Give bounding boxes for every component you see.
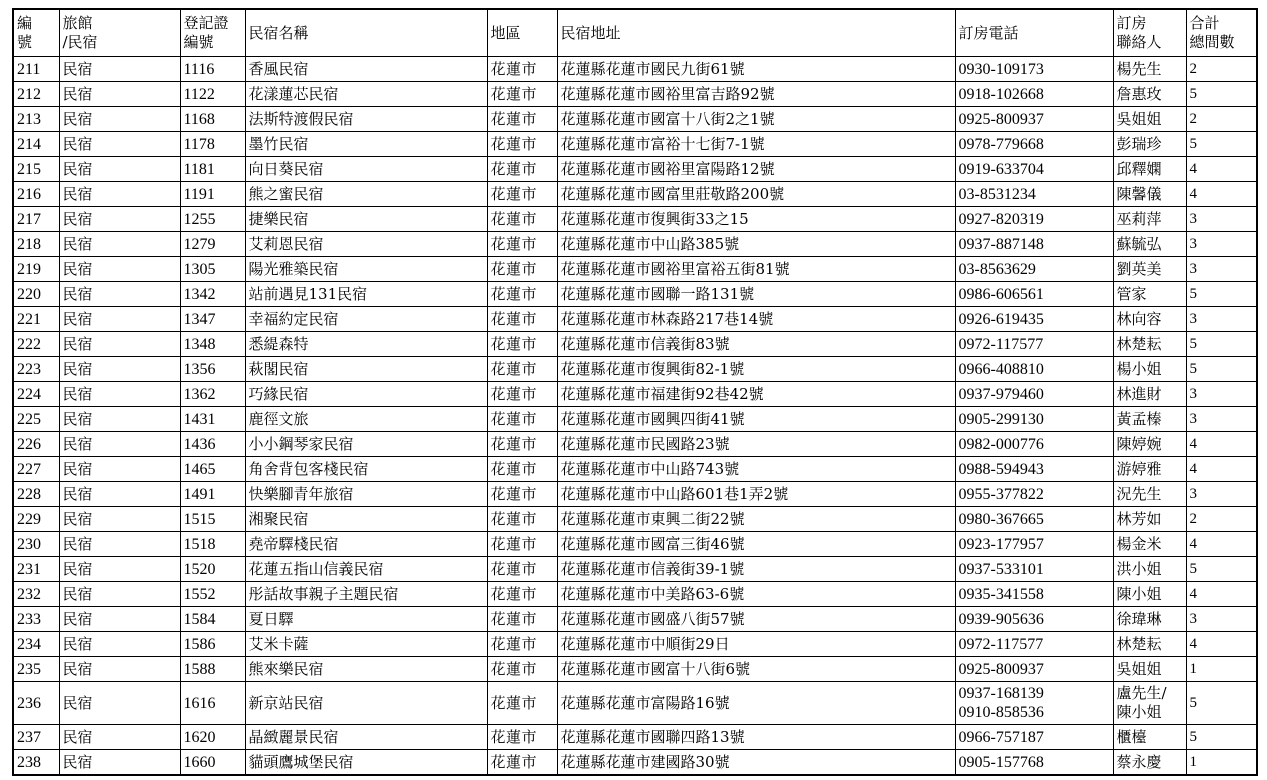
cell-address: 花蓮縣花蓮市民國路23號 xyxy=(557,432,955,457)
header-id: 編 號 xyxy=(13,9,59,57)
cell-bnb-name: 彤話故事親子主題民宿 xyxy=(245,582,487,607)
cell-phone: 03-8563629 xyxy=(955,257,1113,282)
table-row xyxy=(13,307,1257,332)
cell-bnb-name: 巧緣民宿 xyxy=(245,382,487,407)
cell-address: 花蓮縣花蓮市信義街39-1號 xyxy=(557,557,955,582)
cell-address: 花蓮縣花蓮市富裕十七街7-1號 xyxy=(557,132,955,157)
cell-type: 民宿 xyxy=(59,432,180,457)
cell-total-rooms: 2 xyxy=(1186,507,1257,532)
header-bnb-name: 民宿名稱 xyxy=(245,9,487,57)
cell-phone: 0955-377822 xyxy=(955,482,1113,507)
cell-phone: 0978-779668 xyxy=(955,132,1113,157)
cell-id: 212 xyxy=(13,82,59,107)
cell-area: 花蓮市 xyxy=(487,257,557,282)
cell-id: 230 xyxy=(13,532,59,557)
cell-registration-number: 1491 xyxy=(180,482,245,507)
cell-bnb-name: 香風民宿 xyxy=(245,57,487,82)
cell-id: 218 xyxy=(13,232,59,257)
cell-id: 238 xyxy=(13,750,59,776)
cell-id: 233 xyxy=(13,607,59,632)
cell-total-rooms: 3 xyxy=(1186,232,1257,257)
cell-area: 花蓮市 xyxy=(487,482,557,507)
cell-bnb-name: 向日葵民宿 xyxy=(245,157,487,182)
cell-total-rooms: 4 xyxy=(1186,457,1257,482)
cell-total-rooms: 4 xyxy=(1186,432,1257,457)
cell-registration-number: 1305 xyxy=(180,257,245,282)
cell-area: 花蓮市 xyxy=(487,557,557,582)
cell-phone: 0937-887148 xyxy=(955,232,1113,257)
cell-bnb-name: 站前遇見131民宿 xyxy=(245,282,487,307)
cell-contact: 徐瑋琳 xyxy=(1113,607,1186,632)
cell-bnb-name: 捷樂民宿 xyxy=(245,207,487,232)
cell-address: 花蓮縣花蓮市國盛八街57號 xyxy=(557,607,955,632)
cell-bnb-name: 快樂腳青年旅宿 xyxy=(245,482,487,507)
cell-area: 花蓮市 xyxy=(487,282,557,307)
cell-id: 232 xyxy=(13,582,59,607)
cell-type: 民宿 xyxy=(59,332,180,357)
cell-bnb-name: 鹿徑文旅 xyxy=(245,407,487,432)
cell-type: 民宿 xyxy=(59,257,180,282)
cell-bnb-name: 熊來樂民宿 xyxy=(245,657,487,682)
cell-type: 民宿 xyxy=(59,57,180,82)
cell-contact: 況先生 xyxy=(1113,482,1186,507)
cell-registration-number: 1431 xyxy=(180,407,245,432)
cell-registration-number: 1465 xyxy=(180,457,245,482)
cell-id: 217 xyxy=(13,207,59,232)
table-row xyxy=(13,725,1257,750)
cell-bnb-name: 萩閣民宿 xyxy=(245,357,487,382)
cell-type: 民宿 xyxy=(59,132,180,157)
cell-area: 花蓮市 xyxy=(487,232,557,257)
cell-address: 花蓮縣花蓮市國富十八街2之1號 xyxy=(557,107,955,132)
table-row xyxy=(13,357,1257,382)
cell-phone: 0925-800937 xyxy=(955,107,1113,132)
cell-id: 229 xyxy=(13,507,59,532)
cell-total-rooms: 5 xyxy=(1186,132,1257,157)
cell-phone: 0939-905636 xyxy=(955,607,1113,632)
cell-area: 花蓮市 xyxy=(487,207,557,232)
table-row xyxy=(13,257,1257,282)
table-row xyxy=(13,282,1257,307)
cell-registration-number: 1122 xyxy=(180,82,245,107)
cell-contact: 林楚耘 xyxy=(1113,332,1186,357)
cell-id: 225 xyxy=(13,407,59,432)
cell-contact: 陳馨儀 xyxy=(1113,182,1186,207)
cell-bnb-name: 晶緻麗景民宿 xyxy=(245,725,487,750)
table-row xyxy=(13,107,1257,132)
cell-contact: 楊金米 xyxy=(1113,532,1186,557)
cell-address: 花蓮縣花蓮市國民九街61號 xyxy=(557,57,955,82)
cell-contact: 蔡永慶 xyxy=(1113,750,1186,776)
cell-type: 民宿 xyxy=(59,157,180,182)
table-row xyxy=(13,750,1257,776)
cell-address: 花蓮縣花蓮市復興街33之15 xyxy=(557,207,955,232)
cell-contact: 黃孟榛 xyxy=(1113,407,1186,432)
cell-bnb-name: 夏日驛 xyxy=(245,607,487,632)
cell-type: 民宿 xyxy=(59,182,180,207)
cell-contact: 林楚耘 xyxy=(1113,632,1186,657)
cell-phone: 0905-157768 xyxy=(955,750,1113,776)
cell-registration-number: 1342 xyxy=(180,282,245,307)
cell-id: 216 xyxy=(13,182,59,207)
table-row xyxy=(13,682,1257,725)
table-row xyxy=(13,507,1257,532)
cell-type: 民宿 xyxy=(59,750,180,776)
cell-total-rooms: 4 xyxy=(1186,632,1257,657)
cell-contact: 楊先生 xyxy=(1113,57,1186,82)
cell-area: 花蓮市 xyxy=(487,357,557,382)
cell-area: 花蓮市 xyxy=(487,532,557,557)
cell-contact: 彭瑞珍 xyxy=(1113,132,1186,157)
cell-phone: 0923-177957 xyxy=(955,532,1113,557)
cell-id: 226 xyxy=(13,432,59,457)
cell-registration-number: 1436 xyxy=(180,432,245,457)
cell-total-rooms: 5 xyxy=(1186,82,1257,107)
cell-type: 民宿 xyxy=(59,682,180,725)
cell-total-rooms: 1 xyxy=(1186,750,1257,776)
cell-area: 花蓮市 xyxy=(487,307,557,332)
cell-id: 220 xyxy=(13,282,59,307)
bnb-registry-sheet xyxy=(12,8,1258,776)
cell-phone: 0980-367665 xyxy=(955,507,1113,532)
cell-contact: 巫莉萍 xyxy=(1113,207,1186,232)
cell-total-rooms: 5 xyxy=(1186,332,1257,357)
cell-contact: 林向容 xyxy=(1113,307,1186,332)
cell-contact: 盧先生/ 陳小姐 xyxy=(1113,682,1186,725)
cell-address: 花蓮縣花蓮市國富十八街6號 xyxy=(557,657,955,682)
cell-type: 民宿 xyxy=(59,457,180,482)
cell-registration-number: 1518 xyxy=(180,532,245,557)
cell-address: 花蓮縣花蓮市林森路217巷14號 xyxy=(557,307,955,332)
cell-total-rooms: 4 xyxy=(1186,182,1257,207)
cell-registration-number: 1586 xyxy=(180,632,245,657)
cell-area: 花蓮市 xyxy=(487,657,557,682)
cell-contact: 詹惠玫 xyxy=(1113,82,1186,107)
cell-area: 花蓮市 xyxy=(487,82,557,107)
cell-phone: 0988-594943 xyxy=(955,457,1113,482)
cell-bnb-name: 艾莉恩民宿 xyxy=(245,232,487,257)
cell-address: 花蓮縣花蓮市中山路385號 xyxy=(557,232,955,257)
cell-area: 花蓮市 xyxy=(487,107,557,132)
cell-phone: 0966-757187 xyxy=(955,725,1113,750)
cell-type: 民宿 xyxy=(59,407,180,432)
cell-type: 民宿 xyxy=(59,725,180,750)
cell-bnb-name: 貓頭鷹城堡民宿 xyxy=(245,750,487,776)
cell-address: 花蓮縣花蓮市富陽路16號 xyxy=(557,682,955,725)
cell-area: 花蓮市 xyxy=(487,407,557,432)
cell-phone: 0926-619435 xyxy=(955,307,1113,332)
cell-id: 214 xyxy=(13,132,59,157)
header-registration-number: 登記證 編號 xyxy=(180,9,245,57)
cell-id: 227 xyxy=(13,457,59,482)
cell-id: 224 xyxy=(13,382,59,407)
cell-total-rooms: 2 xyxy=(1186,57,1257,82)
cell-bnb-name: 角舍背包客棧民宿 xyxy=(245,457,487,482)
cell-address: 花蓮縣花蓮市國裕里富裕五街81號 xyxy=(557,257,955,282)
table-row xyxy=(13,207,1257,232)
table-row xyxy=(13,407,1257,432)
table-row xyxy=(13,607,1257,632)
cell-bnb-name: 小小鋼琴家民宿 xyxy=(245,432,487,457)
cell-type: 民宿 xyxy=(59,357,180,382)
cell-address: 花蓮縣花蓮市建國路30號 xyxy=(557,750,955,776)
cell-total-rooms: 1 xyxy=(1186,657,1257,682)
cell-id: 221 xyxy=(13,307,59,332)
header-address: 民宿地址 xyxy=(557,9,955,57)
cell-id: 222 xyxy=(13,332,59,357)
cell-contact: 吳姐姐 xyxy=(1113,657,1186,682)
cell-registration-number: 1181 xyxy=(180,157,245,182)
cell-address: 花蓮縣花蓮市東興二街22號 xyxy=(557,507,955,532)
cell-area: 花蓮市 xyxy=(487,725,557,750)
table-row xyxy=(13,532,1257,557)
cell-bnb-name: 堯帝驛棧民宿 xyxy=(245,532,487,557)
header-contact: 訂房 聯絡人 xyxy=(1113,9,1186,57)
cell-bnb-name: 艾米卡薩 xyxy=(245,632,487,657)
cell-address: 花蓮縣花蓮市中山路601巷1弄2號 xyxy=(557,482,955,507)
cell-area: 花蓮市 xyxy=(487,382,557,407)
cell-id: 211 xyxy=(13,57,59,82)
cell-phone: 0905-299130 xyxy=(955,407,1113,432)
cell-address: 花蓮縣花蓮市信義街83號 xyxy=(557,332,955,357)
cell-total-rooms: 4 xyxy=(1186,157,1257,182)
cell-address: 花蓮縣花蓮市國裕里富吉路92號 xyxy=(557,82,955,107)
cell-type: 民宿 xyxy=(59,82,180,107)
cell-total-rooms: 3 xyxy=(1186,207,1257,232)
cell-area: 花蓮市 xyxy=(487,607,557,632)
cell-address: 花蓮縣花蓮市國興四街41號 xyxy=(557,407,955,432)
cell-type: 民宿 xyxy=(59,632,180,657)
cell-id: 213 xyxy=(13,107,59,132)
cell-address: 花蓮縣花蓮市國聯四路13號 xyxy=(557,725,955,750)
cell-address: 花蓮縣花蓮市中美路63-6號 xyxy=(557,582,955,607)
table-row xyxy=(13,157,1257,182)
cell-registration-number: 1255 xyxy=(180,207,245,232)
cell-contact: 楊小姐 xyxy=(1113,357,1186,382)
cell-phone: 0937-168139 0910-858536 xyxy=(955,682,1113,725)
cell-contact: 櫃檯 xyxy=(1113,725,1186,750)
cell-area: 花蓮市 xyxy=(487,132,557,157)
cell-phone: 0937-979460 xyxy=(955,382,1113,407)
cell-total-rooms: 3 xyxy=(1186,382,1257,407)
cell-type: 民宿 xyxy=(59,207,180,232)
cell-bnb-name: 法斯特渡假民宿 xyxy=(245,107,487,132)
cell-registration-number: 1620 xyxy=(180,725,245,750)
cell-total-rooms: 5 xyxy=(1186,725,1257,750)
cell-id: 235 xyxy=(13,657,59,682)
cell-area: 花蓮市 xyxy=(487,182,557,207)
cell-type: 民宿 xyxy=(59,557,180,582)
cell-phone: 0966-408810 xyxy=(955,357,1113,382)
cell-area: 花蓮市 xyxy=(487,332,557,357)
cell-bnb-name: 熊之蜜民宿 xyxy=(245,182,487,207)
cell-address: 花蓮縣花蓮市國富里莊敬路200號 xyxy=(557,182,955,207)
cell-bnb-name: 墨竹民宿 xyxy=(245,132,487,157)
cell-registration-number: 1347 xyxy=(180,307,245,332)
header-area: 地區 xyxy=(487,9,557,57)
cell-total-rooms: 3 xyxy=(1186,257,1257,282)
cell-registration-number: 1584 xyxy=(180,607,245,632)
cell-id: 237 xyxy=(13,725,59,750)
cell-registration-number: 1520 xyxy=(180,557,245,582)
cell-phone: 0927-820319 xyxy=(955,207,1113,232)
cell-type: 民宿 xyxy=(59,482,180,507)
cell-registration-number: 1348 xyxy=(180,332,245,357)
cell-phone: 0919-633704 xyxy=(955,157,1113,182)
cell-type: 民宿 xyxy=(59,307,180,332)
cell-area: 花蓮市 xyxy=(487,507,557,532)
cell-bnb-name: 幸福約定民宿 xyxy=(245,307,487,332)
cell-id: 236 xyxy=(13,682,59,725)
table-row xyxy=(13,482,1257,507)
cell-registration-number: 1616 xyxy=(180,682,245,725)
cell-type: 民宿 xyxy=(59,607,180,632)
table-row xyxy=(13,332,1257,357)
cell-total-rooms: 3 xyxy=(1186,607,1257,632)
table-body xyxy=(13,57,1257,776)
cell-address: 花蓮縣花蓮市福建街92巷42號 xyxy=(557,382,955,407)
cell-id: 219 xyxy=(13,257,59,282)
cell-phone: 0930-109173 xyxy=(955,57,1113,82)
cell-registration-number: 1588 xyxy=(180,657,245,682)
cell-phone: 03-8531234 xyxy=(955,182,1113,207)
cell-registration-number: 1116 xyxy=(180,57,245,82)
cell-address: 花蓮縣花蓮市中順街29日 xyxy=(557,632,955,657)
cell-area: 花蓮市 xyxy=(487,632,557,657)
bnb-registry-table xyxy=(12,8,1258,776)
cell-bnb-name: 湘聚民宿 xyxy=(245,507,487,532)
cell-phone: 0982-000776 xyxy=(955,432,1113,457)
table-row xyxy=(13,582,1257,607)
cell-phone: 0972-117577 xyxy=(955,632,1113,657)
cell-id: 215 xyxy=(13,157,59,182)
cell-address: 花蓮縣花蓮市國富三街46號 xyxy=(557,532,955,557)
cell-registration-number: 1191 xyxy=(180,182,245,207)
cell-address: 花蓮縣花蓮市國聯一路131號 xyxy=(557,282,955,307)
cell-phone: 0986-606561 xyxy=(955,282,1113,307)
cell-phone: 0972-117577 xyxy=(955,332,1113,357)
cell-total-rooms: 3 xyxy=(1186,307,1257,332)
cell-registration-number: 1356 xyxy=(180,357,245,382)
cell-type: 民宿 xyxy=(59,382,180,407)
cell-phone: 0937-533101 xyxy=(955,557,1113,582)
cell-address: 花蓮縣花蓮市國裕里富陽路12號 xyxy=(557,157,955,182)
table-row xyxy=(13,82,1257,107)
cell-type: 民宿 xyxy=(59,107,180,132)
cell-area: 花蓮市 xyxy=(487,457,557,482)
header-total-rooms: 合計 總間數 xyxy=(1186,9,1257,57)
cell-contact: 陳小姐 xyxy=(1113,582,1186,607)
cell-total-rooms: 4 xyxy=(1186,532,1257,557)
cell-phone: 0925-800937 xyxy=(955,657,1113,682)
cell-id: 234 xyxy=(13,632,59,657)
table-row xyxy=(13,557,1257,582)
cell-total-rooms: 5 xyxy=(1186,557,1257,582)
cell-type: 民宿 xyxy=(59,532,180,557)
cell-type: 民宿 xyxy=(59,282,180,307)
table-row xyxy=(13,457,1257,482)
table-row xyxy=(13,232,1257,257)
table-row xyxy=(13,57,1257,82)
cell-phone: 0935-341558 xyxy=(955,582,1113,607)
cell-contact: 林芳如 xyxy=(1113,507,1186,532)
cell-total-rooms: 3 xyxy=(1186,407,1257,432)
cell-total-rooms: 5 xyxy=(1186,682,1257,725)
cell-id: 223 xyxy=(13,357,59,382)
cell-bnb-name: 新京站民宿 xyxy=(245,682,487,725)
cell-contact: 林進財 xyxy=(1113,382,1186,407)
cell-address: 花蓮縣花蓮市中山路743號 xyxy=(557,457,955,482)
cell-total-rooms: 2 xyxy=(1186,107,1257,132)
cell-total-rooms: 3 xyxy=(1186,482,1257,507)
cell-total-rooms: 5 xyxy=(1186,357,1257,382)
cell-phone: 0918-102668 xyxy=(955,82,1113,107)
cell-contact: 蘇毓弘 xyxy=(1113,232,1186,257)
cell-id: 231 xyxy=(13,557,59,582)
cell-contact: 洪小姐 xyxy=(1113,557,1186,582)
cell-bnb-name: 悉緹森特 xyxy=(245,332,487,357)
cell-type: 民宿 xyxy=(59,582,180,607)
cell-contact: 吳姐姐 xyxy=(1113,107,1186,132)
cell-type: 民宿 xyxy=(59,232,180,257)
table-row xyxy=(13,632,1257,657)
header-type: 旅館 /民宿 xyxy=(59,9,180,57)
cell-registration-number: 1362 xyxy=(180,382,245,407)
cell-area: 花蓮市 xyxy=(487,582,557,607)
header-phone: 訂房電話 xyxy=(955,9,1113,57)
cell-bnb-name: 陽光雅築民宿 xyxy=(245,257,487,282)
cell-registration-number: 1279 xyxy=(180,232,245,257)
cell-total-rooms: 5 xyxy=(1186,282,1257,307)
cell-bnb-name: 花蓮五指山信義民宿 xyxy=(245,557,487,582)
cell-area: 花蓮市 xyxy=(487,750,557,776)
header-row xyxy=(13,9,1257,57)
cell-area: 花蓮市 xyxy=(487,432,557,457)
table-row xyxy=(13,382,1257,407)
cell-id: 228 xyxy=(13,482,59,507)
cell-contact: 游婷雅 xyxy=(1113,457,1186,482)
cell-bnb-name: 花漾蓮芯民宿 xyxy=(245,82,487,107)
cell-registration-number: 1168 xyxy=(180,107,245,132)
table-row xyxy=(13,182,1257,207)
cell-registration-number: 1515 xyxy=(180,507,245,532)
cell-registration-number: 1660 xyxy=(180,750,245,776)
cell-area: 花蓮市 xyxy=(487,157,557,182)
cell-type: 民宿 xyxy=(59,507,180,532)
cell-address: 花蓮縣花蓮市復興街82-1號 xyxy=(557,357,955,382)
cell-contact: 劉英美 xyxy=(1113,257,1186,282)
cell-contact: 邱釋嫻 xyxy=(1113,157,1186,182)
cell-registration-number: 1552 xyxy=(180,582,245,607)
cell-area: 花蓮市 xyxy=(487,57,557,82)
cell-contact: 管家 xyxy=(1113,282,1186,307)
cell-registration-number: 1178 xyxy=(180,132,245,157)
table-row xyxy=(13,657,1257,682)
table-row xyxy=(13,432,1257,457)
cell-area: 花蓮市 xyxy=(487,682,557,725)
cell-contact: 陳婷婉 xyxy=(1113,432,1186,457)
table-row xyxy=(13,132,1257,157)
cell-type: 民宿 xyxy=(59,657,180,682)
cell-total-rooms: 4 xyxy=(1186,582,1257,607)
